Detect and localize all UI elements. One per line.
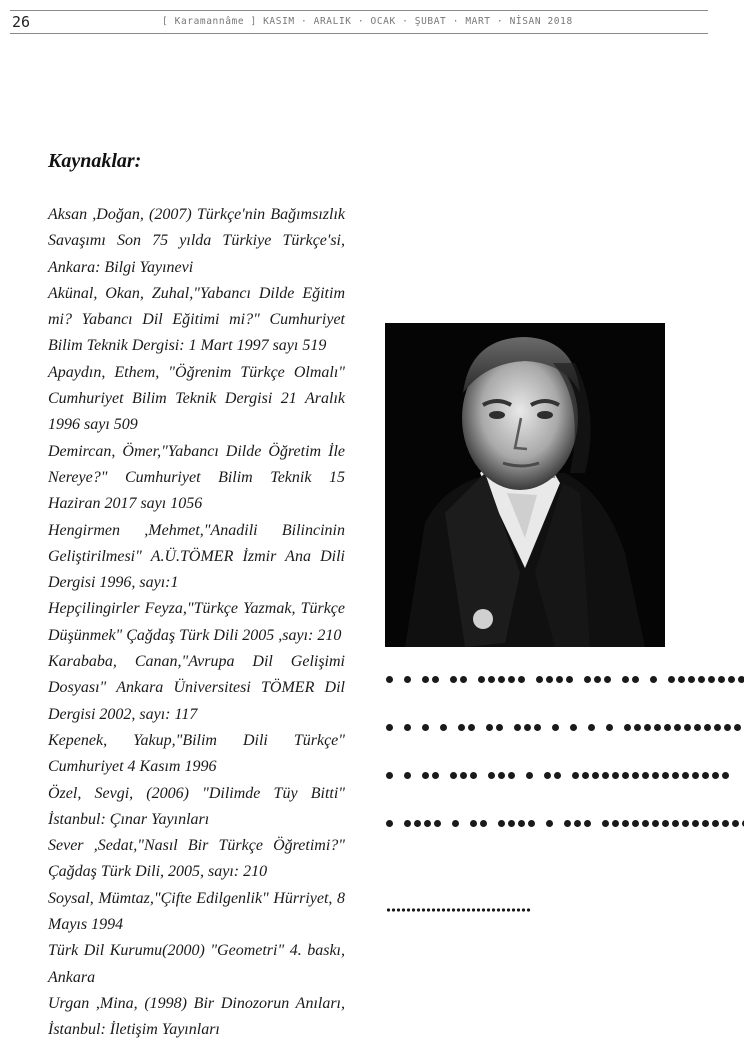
- reference-item: Hepçilingirler Feyza,"Türkçe Yazmak, Türkçe Düşünmek" Çağdaş Türk Dili 2005 ,sayı: 210: [48, 600, 345, 644]
- reference-item: Karababa, Canan,"Avrupa Dil Gelişimi Dosyası" Ankara Üniversitesi TÖMER Dil Dergisi 2002, sayı: 117: [48, 653, 345, 723]
- reference-item: Türk Dil Kurumu(2000) "Geometri" 4. baskı, Ankara: [48, 942, 345, 986]
- reference-item: Aksan ,Doğan, (2007) Türkçe'nin Bağımsızlık Savaşımı Son 75 yılda Türkiye Türkçe'si, Ankara: Bilgi Yayınevi: [48, 206, 345, 276]
- reference-item: Urgan ,Mina, (1998) Bir Dinozorun Anıları, İstanbul: İletişim Yayınları: [48, 994, 345, 1039]
- page-header: [0, 0, 744, 40]
- reference-item: Özel, Sevgi, (2006) "Dilimde Tüy Bitti" İstanbul: Çınar Yayınları: [48, 784, 345, 828]
- reference-item: Akünal, Okan, Zuhal,"Yabancı Dilde Eğitim mi? Yabancı Dil Eğitimi mi?" Cumhuriyet Bilim Teknik Dergisi: 1 Mart 1997 sayı 519: [48, 284, 345, 355]
- dotted-caption-line: [386, 908, 532, 912]
- dotted-placeholder-lines: [386, 676, 744, 868]
- reference-item: Kepenek, Yakup,"Bilim Dili Türkçe" Cumhuriyet 4 Kasım 1996: [48, 731, 345, 776]
- portrait-photo: [385, 323, 665, 647]
- header-top-rule: [10, 10, 708, 11]
- dotted-line: [386, 820, 744, 828]
- reference-item: Demircan, Ömer,"Yabancı Dilde Öğretim İle Nereye?" Cumhuriyet Bilim Teknik 15 Haziran 2017 sayı 1056: [48, 442, 345, 513]
- running-head: [ Karamannâme ] KASIM · ARALIK · OCAK · ŞUBAT · MART · NİSAN 2018: [162, 16, 573, 27]
- reference-item: Sever ,Sedat,"Nasıl Bir Türkçe Öğretimi?" Çağdaş Türk Dili, 2005, sayı: 210: [48, 837, 345, 881]
- dotted-line: [386, 724, 744, 732]
- reference-item: Apaydın, Ethem, "Öğrenim Türkçe Olmalı" Cumhuriyet Bilim Teknik Dergisi 21 Aralık 1996 sayı 509: [48, 363, 345, 434]
- header-bottom-rule: [10, 33, 708, 34]
- reference-item: Hengirmen ,Mehmet,"Anadili Bilincinin Geliştirilmesi" A.Ü.TÖMER İzmir Ana Dili Dergisi 1996, sayı:1: [48, 521, 345, 592]
- page-number: 26: [12, 13, 31, 31]
- references-list: [48, 202, 345, 1044]
- dotted-line: [386, 772, 744, 780]
- references-title: Kaynaklar:: [48, 150, 142, 172]
- reference-item: Soysal, Mümtaz,"Çifte Edilgenlik" Hürriyet, 8 Mayıs 1994: [48, 889, 345, 934]
- dotted-line: [386, 676, 744, 684]
